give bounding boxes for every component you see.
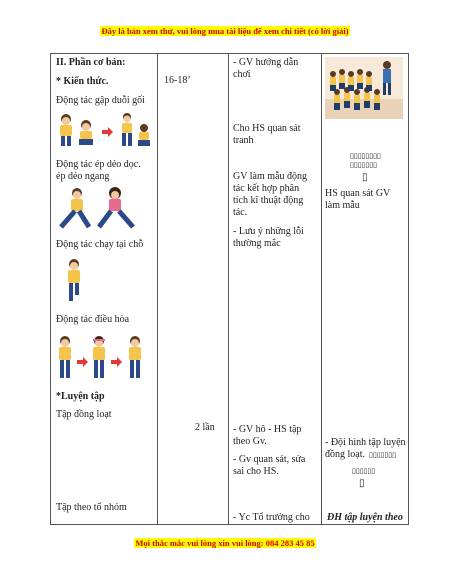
knee-bend-illustration <box>55 112 153 148</box>
stretch-illustration <box>57 187 137 231</box>
teacher-position-glyph-2: ▯ <box>359 478 365 489</box>
correct-line2: sai cho HS. <box>233 466 279 477</box>
mistakes-line2: thường mắc <box>233 238 281 249</box>
observe-line1: Cho HS quan sát <box>233 123 301 134</box>
time-duration: 16-18’ <box>164 75 191 86</box>
content-cell <box>51 54 158 525</box>
group-formation-label: ĐH tập luyện theo <box>327 512 403 523</box>
demo-line4: tác. <box>233 207 248 218</box>
demo-line1: GV làm mẫu động <box>233 171 307 182</box>
exercise-run-in-place: Động tác chạy tại chỗ <box>56 239 144 250</box>
practice-groups: Tập theo tổ nhóm <box>56 502 127 513</box>
exercise-cool-down: Động tác điều hòa <box>56 314 130 325</box>
practice-whole-class: Tập đồng loạt <box>56 409 112 420</box>
student-activity-cell <box>322 54 409 525</box>
repetitions: 2 lần <box>195 422 215 433</box>
count-line1: - GV hô - HS tập <box>233 424 302 435</box>
contact-banner-text: Mọi thắc mắc vui lòng xin vui lòng: 084 283 45 85 <box>135 538 315 548</box>
hs-observe-line1: HS quan sát GV <box>325 188 391 199</box>
correct-line1: - Gv quan sát, sửa <box>233 454 306 465</box>
preview-banner <box>0 26 450 36</box>
demo-line3: tích kĩ thuật động <box>233 195 304 206</box>
formation-glyphs-inline: ▯▯▯▯▯▯▯ <box>369 451 396 459</box>
lesson-table <box>50 53 409 525</box>
demo-line2: tác kết hợp phân <box>233 183 300 194</box>
formation-line1: - Đội hình tập luyện <box>325 437 406 448</box>
formation-glyph-row3: ▯▯▯▯▯▯ <box>352 467 376 475</box>
knowledge-heading: * Kiến thức. <box>56 76 109 87</box>
exercise-knee-bend: Động tác gập duỗi gối <box>56 95 145 106</box>
guide-line1: - GV hướng dẫn <box>233 57 299 68</box>
formation-line2: đồng loạt. <box>325 449 365 460</box>
leader-line: - Yc Tổ trưởng cho <box>233 512 310 523</box>
exercise-stretch-line2: ép dẻo ngang <box>56 171 110 182</box>
exercise-stretch-line1: Động tác ép dẻo dọc. <box>56 159 141 170</box>
time-cell <box>158 54 229 525</box>
contact-banner <box>0 538 450 548</box>
mistakes-line1: - Lưu ý những lỗi <box>233 226 304 237</box>
table-row <box>51 54 409 525</box>
observe-line2: tranh <box>233 135 254 146</box>
formation-glyph-row1: ▯▯▯▯▯▯▯▯ <box>350 152 381 160</box>
teacher-position-glyph: ▯ <box>362 172 368 183</box>
preview-banner-text: Đây là bản xem thử, vui lòng mua tài liệu để xem chi tiết (có lời giải) <box>101 26 349 36</box>
hs-observe-line2: làm mẫu <box>325 200 360 211</box>
run-in-place-illustration <box>63 259 85 303</box>
teacher-activity-cell <box>229 54 322 525</box>
section-title: II. Phần cơ bản: <box>56 57 126 68</box>
formation-glyph-row2: ▯▯▯▯▯▯▯ <box>350 161 377 169</box>
guide-line2: chơi <box>233 69 251 80</box>
count-line2: theo Gv. <box>233 436 267 447</box>
practice-heading: *Luyện tập <box>56 391 105 402</box>
class-formation-illustration <box>325 57 403 119</box>
cool-down-illustration <box>55 334 147 380</box>
